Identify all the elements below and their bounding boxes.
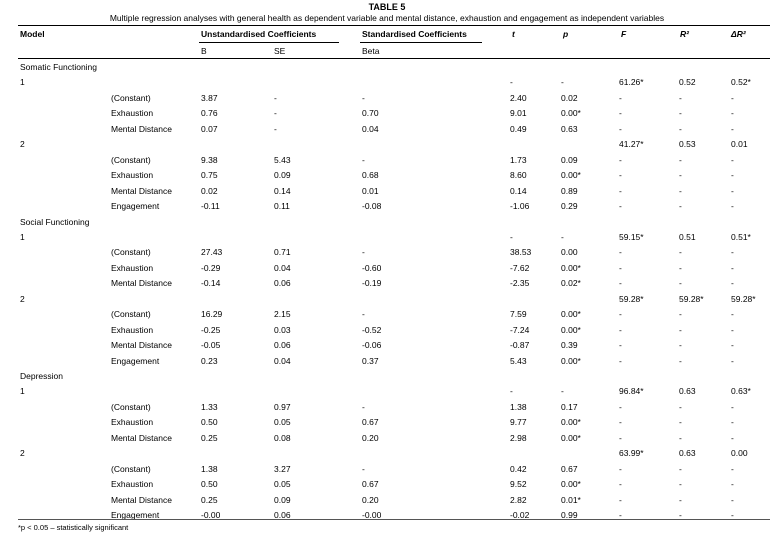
table-row (0, 325, 774, 340)
cell-se: 5.43 (274, 154, 291, 165)
table-title: TABLE 5 (368, 2, 406, 12)
cell-b: -0.25 (201, 324, 221, 335)
cell-t: - (510, 77, 513, 88)
cell-b: 3.87 (201, 92, 218, 103)
cell-b: -0.05 (201, 340, 221, 351)
cell-se: 0.71 (274, 247, 291, 258)
cell-var: (Constant) (111, 401, 151, 412)
cell-se: 0.09 (274, 494, 291, 505)
cell-beta: - (362, 463, 365, 474)
table-row (0, 278, 774, 293)
cell-t: 2.98 (510, 432, 527, 443)
cell-se: 2.15 (274, 309, 291, 320)
cell-var: Mental Distance (111, 494, 172, 505)
cell-p: 0.01* (561, 494, 581, 505)
cell-model: 1 (20, 386, 25, 397)
cell-b: 27.43 (201, 247, 223, 258)
cell-dr2: 0.63* (731, 386, 751, 397)
cell-var: (Constant) (111, 309, 151, 320)
cell-var: Engagement (111, 510, 160, 521)
cell-t: 9.77 (510, 417, 527, 428)
cell-b: 0.02 (201, 185, 218, 196)
cell-b: 0.76 (201, 108, 218, 119)
cell-se: - (274, 92, 277, 103)
cell-b: 0.50 (201, 479, 218, 490)
cell-model: 1 (20, 77, 25, 88)
cell-dr2: - (731, 463, 734, 474)
table-row (0, 124, 774, 139)
cell-f: - (619, 479, 622, 490)
cell-t: 38.53 (510, 247, 532, 258)
cell-p: - (561, 231, 564, 242)
cell-t: -7.62 (510, 262, 530, 273)
cell-se: - (274, 123, 277, 134)
table-row (0, 93, 774, 108)
cell-b: 1.38 (201, 463, 218, 474)
cell-se: 3.27 (274, 463, 291, 474)
cell-p: 0.00 (561, 247, 578, 258)
cell-f: - (619, 324, 622, 335)
cell-beta: 0.20 (362, 494, 379, 505)
cell-var: Exhaustion (111, 108, 154, 119)
cell-dr2: 0.51* (731, 231, 751, 242)
cell-var: Exhaustion (111, 170, 154, 181)
cell-b: 0.25 (201, 432, 218, 443)
cell-f: 41.27* (619, 139, 644, 150)
table-row (0, 356, 774, 371)
header-Beta: Beta (362, 46, 380, 56)
cell-f: - (619, 432, 622, 443)
table-row (0, 155, 774, 170)
cell-r2: - (679, 278, 682, 289)
cell-b: -0.14 (201, 278, 221, 289)
cell-b: 0.23 (201, 355, 218, 366)
cell-beta: 0.67 (362, 417, 379, 428)
header-t: t (512, 29, 515, 39)
cell-r2: 59.28* (679, 293, 704, 304)
cell-r2: - (679, 324, 682, 335)
cell-se: 0.04 (274, 355, 291, 366)
cell-dr2: - (731, 340, 734, 351)
cell-beta: - (362, 309, 365, 320)
table-row (0, 448, 774, 463)
header-standardised: Standardised Coefficients (362, 29, 467, 39)
cell-t: 1.73 (510, 154, 527, 165)
table-row (0, 201, 774, 216)
cell-se: 0.14 (274, 185, 291, 196)
cell-beta: -0.00 (362, 510, 382, 521)
cell-p: 0.00* (561, 262, 581, 273)
header-model: Model (20, 29, 45, 39)
cell-beta: 0.67 (362, 479, 379, 490)
cell-se: 0.05 (274, 417, 291, 428)
cell-dr2: - (731, 479, 734, 490)
cell-var: Exhaustion (111, 417, 154, 428)
cell-p: 0.02* (561, 278, 581, 289)
cell-dr2: - (731, 278, 734, 289)
cell-b: 9.38 (201, 154, 218, 165)
cell-r2: - (679, 432, 682, 443)
cell-f: 59.15* (619, 231, 644, 242)
cell-p: 0.00* (561, 479, 581, 490)
table-row (0, 433, 774, 448)
cell-var: Exhaustion (111, 262, 154, 273)
cell-r2: - (679, 401, 682, 412)
cell-p: 0.00* (561, 432, 581, 443)
cell-f: 96.84* (619, 386, 644, 397)
cell-r2: - (679, 340, 682, 351)
cell-dr2: - (731, 170, 734, 181)
cell-r2: 0.52 (679, 77, 696, 88)
cell-r2: - (679, 355, 682, 366)
cell-beta: 0.04 (362, 123, 379, 134)
cell-se: 0.06 (274, 340, 291, 351)
cell-dr2: 0.01 (731, 139, 748, 150)
cell-dr2: - (731, 401, 734, 412)
cell-f: 61.26* (619, 77, 644, 88)
table-row (0, 294, 774, 309)
cell-r2: - (679, 247, 682, 258)
cell-b: 16.29 (201, 309, 223, 320)
cell-p: - (561, 386, 564, 397)
header-B: B (201, 46, 207, 56)
cell-var: Mental Distance (111, 123, 172, 134)
cell-r2: - (679, 108, 682, 119)
cell-p: 0.39 (561, 340, 578, 351)
header-F: F (621, 29, 627, 39)
table-row (0, 479, 774, 494)
table-row (0, 464, 774, 479)
cell-f: - (619, 185, 622, 196)
cell-p: 0.99 (561, 510, 578, 521)
cell-var: Mental Distance (111, 185, 172, 196)
cell-f: - (619, 170, 622, 181)
cell-t: 5.43 (510, 355, 527, 366)
cell-dr2: - (731, 432, 734, 443)
cell-se: 0.06 (274, 278, 291, 289)
cell-var: (Constant) (111, 463, 151, 474)
cell-f: 59.28* (619, 293, 644, 304)
cell-f: - (619, 123, 622, 134)
cell-r2: 0.51 (679, 231, 696, 242)
cell-dr2: 0.00 (731, 448, 748, 459)
table-subtitle: Multiple regression analyses with general health as dependent variable and mental distance, exhaustion and engagement as independent variables (109, 13, 665, 23)
table-row (0, 386, 774, 401)
cell-p: 0.17 (561, 401, 578, 412)
cell-se: - (274, 108, 277, 119)
cell-beta: 0.68 (362, 170, 379, 181)
cell-p: 0.00* (561, 324, 581, 335)
cell-f: - (619, 417, 622, 428)
cell-t: 0.49 (510, 123, 527, 134)
cell-b: 0.25 (201, 494, 218, 505)
table-row (0, 170, 774, 185)
cell-f: - (619, 401, 622, 412)
table-row (0, 232, 774, 247)
cell-dr2: - (731, 494, 734, 505)
cell-dr2: - (731, 154, 734, 165)
cell-r2: - (679, 463, 682, 474)
table-row (0, 247, 774, 262)
cell-t: 8.60 (510, 170, 527, 181)
cell-t: 0.14 (510, 185, 527, 196)
cell-r2: - (679, 417, 682, 428)
cell-p: 0.00* (561, 355, 581, 366)
cell-var: Mental Distance (111, 278, 172, 289)
cell-p: 0.00* (561, 108, 581, 119)
cell-t: 2.40 (510, 92, 527, 103)
cell-model: 2 (20, 293, 25, 304)
cell-t: - (510, 386, 513, 397)
header-SE: SE (274, 46, 286, 56)
cell-f: - (619, 247, 622, 258)
cell-beta: - (362, 92, 365, 103)
cell-model: 1 (20, 231, 25, 242)
cell-r2: - (679, 479, 682, 490)
cell-var: (Constant) (111, 92, 151, 103)
cell-dr2: - (731, 324, 734, 335)
table-row (0, 263, 774, 278)
cell-model: 2 (20, 448, 25, 459)
table-row (0, 309, 774, 324)
cell-t: -0.87 (510, 340, 530, 351)
cell-model: Somatic Functioning (20, 62, 98, 72)
cell-var: Exhaustion (111, 479, 154, 490)
cell-p: - (561, 77, 564, 88)
cell-dr2: - (731, 108, 734, 119)
cell-dr2: - (731, 355, 734, 366)
cell-r2: - (679, 92, 682, 103)
cell-t: 2.82 (510, 494, 527, 505)
cell-beta: - (362, 401, 365, 412)
cell-p: 0.00* (561, 417, 581, 428)
cell-dr2: 0.52* (731, 77, 751, 88)
cell-se: 0.05 (274, 479, 291, 490)
table-row (0, 108, 774, 123)
cell-beta: -0.06 (362, 340, 382, 351)
cell-f: - (619, 262, 622, 273)
cell-f: - (619, 309, 622, 320)
cell-b: 0.07 (201, 123, 218, 134)
cell-b: -0.00 (201, 510, 221, 521)
cell-r2: - (679, 262, 682, 273)
cell-f: - (619, 92, 622, 103)
cell-r2: 0.63 (679, 386, 696, 397)
cell-r2: 0.53 (679, 139, 696, 150)
cell-r2: - (679, 494, 682, 505)
cell-beta: 0.37 (362, 355, 379, 366)
cell-dr2: - (731, 92, 734, 103)
cell-f: - (619, 355, 622, 366)
header-R2: R² (680, 29, 689, 39)
cell-model: Social Functioning (20, 216, 90, 227)
cell-dr2: - (731, 262, 734, 273)
cell-model: 2 (20, 139, 25, 150)
table-row (0, 186, 774, 201)
cell-beta: -0.19 (362, 278, 382, 289)
cell-r2: - (679, 510, 682, 521)
cell-t: 0.42 (510, 463, 527, 474)
cell-f: - (619, 494, 622, 505)
cell-dr2: 59.28* (731, 293, 756, 304)
cell-var: Mental Distance (111, 432, 172, 443)
cell-t: -0.02 (510, 510, 530, 521)
table-row (0, 371, 774, 386)
cell-f: - (619, 463, 622, 474)
header-p: p (563, 29, 569, 39)
cell-r2: - (679, 185, 682, 196)
cell-r2: - (679, 170, 682, 181)
cell-t: -7.24 (510, 324, 530, 335)
cell-beta: -0.52 (362, 324, 382, 335)
cell-f: - (619, 154, 622, 165)
cell-t: -1.06 (510, 201, 530, 212)
cell-t: 7.59 (510, 309, 527, 320)
cell-b: -0.11 (201, 201, 220, 212)
cell-beta: 0.20 (362, 432, 379, 443)
cell-var: (Constant) (111, 247, 151, 258)
cell-r2: - (679, 123, 682, 134)
cell-var: (Constant) (111, 154, 151, 165)
cell-r2: - (679, 201, 682, 212)
cell-p: 0.29 (561, 201, 578, 212)
cell-b: -0.29 (201, 262, 221, 273)
cell-t: 9.52 (510, 479, 527, 490)
cell-dr2: - (731, 510, 734, 521)
cell-var: Engagement (111, 201, 160, 212)
cell-se: 0.08 (274, 432, 291, 443)
cell-se: 0.04 (274, 262, 291, 273)
cell-beta: 0.01 (362, 185, 379, 196)
cell-var: Exhaustion (111, 324, 154, 335)
bottom-rule (18, 519, 770, 520)
cell-se: 0.03 (274, 324, 291, 335)
cell-var: Mental Distance (111, 340, 172, 351)
cell-b: 0.50 (201, 417, 218, 428)
footnote: *p < 0.05 – statistically significant (18, 523, 129, 532)
cell-b: 1.33 (201, 401, 218, 412)
cell-t: 9.01 (510, 108, 527, 119)
cell-beta: - (362, 154, 365, 165)
cell-f: 63.99* (619, 448, 644, 459)
header-delta-R2: ΔR² (731, 29, 746, 39)
cell-var: Engagement (111, 355, 160, 366)
cell-dr2: - (731, 417, 734, 428)
cell-t: - (510, 231, 513, 242)
table-row (0, 402, 774, 417)
cell-dr2: - (731, 201, 734, 212)
table-row (0, 217, 774, 232)
cell-se: 0.09 (274, 170, 291, 181)
cell-beta: -0.60 (362, 262, 382, 273)
cell-r2: 0.63 (679, 448, 696, 459)
cell-p: 0.02 (561, 92, 578, 103)
cell-p: 0.00* (561, 170, 581, 181)
header-unstandardised: Unstandardised Coefficients (201, 29, 317, 39)
table-row (0, 495, 774, 510)
cell-se: 0.06 (274, 510, 291, 521)
cell-t: 1.38 (510, 401, 527, 412)
table-row (0, 417, 774, 432)
cell-r2: - (679, 309, 682, 320)
cell-dr2: - (731, 309, 734, 320)
cell-se: 0.97 (274, 401, 291, 412)
cell-f: - (619, 278, 622, 289)
table-row (0, 340, 774, 355)
cell-dr2: - (731, 123, 734, 134)
cell-dr2: - (731, 185, 734, 196)
table-row (0, 77, 774, 92)
table-row (0, 139, 774, 154)
cell-p: 0.63 (561, 123, 578, 134)
cell-f: - (619, 201, 622, 212)
cell-p: 0.89 (561, 185, 578, 196)
cell-f: - (619, 510, 622, 521)
cell-beta: - (362, 247, 365, 258)
cell-model: Depression (20, 371, 63, 381)
cell-beta: 0.70 (362, 108, 379, 119)
cell-t: -2.35 (510, 278, 530, 289)
cell-p: 0.67 (561, 463, 578, 474)
cell-b: 0.75 (201, 170, 218, 181)
table-row (0, 62, 774, 77)
cell-f: - (619, 108, 622, 119)
cell-dr2: - (731, 247, 734, 258)
cell-beta: -0.08 (362, 201, 382, 212)
cell-r2: - (679, 154, 682, 165)
cell-f: - (619, 340, 622, 351)
cell-se: 0.11 (274, 201, 290, 212)
cell-p: 0.09 (561, 154, 578, 165)
cell-p: 0.00* (561, 309, 581, 320)
